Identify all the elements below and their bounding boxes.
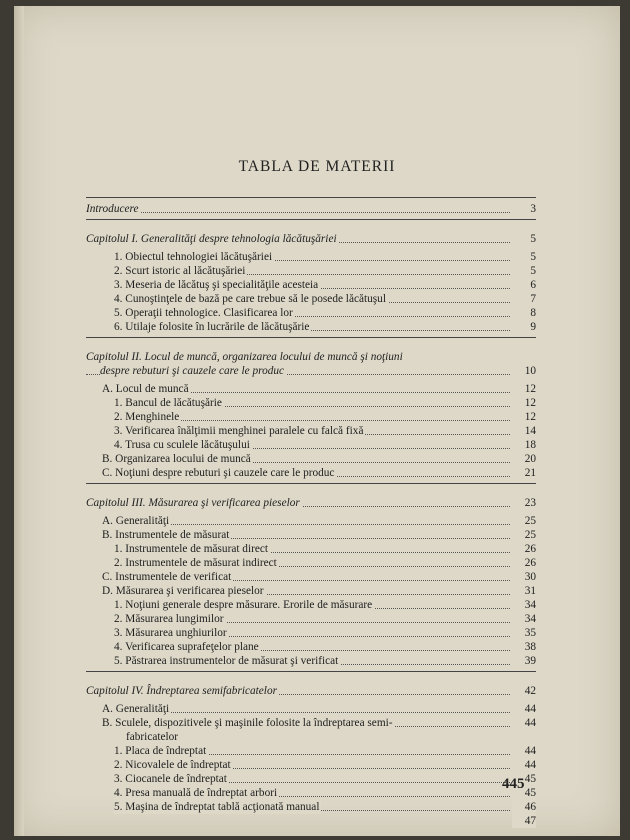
chapter-page: 5 <box>512 232 536 246</box>
toc-entry-label: A. Generalităţi <box>102 703 170 715</box>
toc-entry <box>86 556 536 570</box>
toc-entry-page: 12 <box>512 382 536 396</box>
toc-entry <box>86 702 536 716</box>
toc-entry-label: 1. Instrumentele de măsurat direct <box>114 543 269 555</box>
toc-entry <box>86 758 536 772</box>
toc-entry-page: 14 <box>512 424 536 438</box>
chapter-page: 42 <box>512 684 536 698</box>
toc-entry <box>86 772 536 786</box>
toc-entry <box>86 264 536 278</box>
toc-entry-page: 45 <box>512 772 536 786</box>
toc-entry-label: fabricatelor <box>126 731 179 743</box>
toc-entry-label: 2. Instrumentele de măsurat indirect <box>114 557 277 569</box>
toc-entry <box>86 716 536 730</box>
toc-entry-page: 44 <box>512 744 536 758</box>
toc-entry <box>86 814 536 828</box>
toc-entry-label: 3. Ciocanele de îndreptat <box>114 773 227 785</box>
toc-entry-label: 2. Nicovalele de îndreptat <box>114 759 231 771</box>
toc-entry-label: 4. Verificarea suprafeţelor plane <box>114 641 259 653</box>
toc-entry-page: 31 <box>512 584 536 598</box>
chapter-heading-text: despre rebuturi şi cauzele care le produc <box>100 365 285 377</box>
toc-entry <box>86 452 536 466</box>
toc-entry-label: C. Noţiuni despre rebuturi şi cauzele care le produc <box>102 467 335 479</box>
divider <box>86 671 536 672</box>
toc-entry-page: 12 <box>512 410 536 424</box>
chapter-page: 10 <box>512 364 536 378</box>
toc-entry-label: 2. Menghinele <box>114 411 180 423</box>
toc-entry-page: 44 <box>512 716 536 730</box>
toc-entry-label: 1. Noţiuni generale despre măsurare. Erorile de măsurare <box>114 599 373 611</box>
toc-entry-label: 4. Cunoştinţele de bază pe care trebue să le posede lăcătuşul <box>114 293 386 305</box>
toc-entry-page: 6 <box>512 278 536 292</box>
toc-entry-label: 3. Meseria de lăcătuş şi specialităţile acesteia <box>114 279 319 291</box>
toc-entry <box>86 514 536 528</box>
toc-entry-label: 3. Verificarea înălţimii menghinei paralele cu falcă fixă <box>114 425 364 437</box>
toc-entry <box>86 306 536 320</box>
toc-entry-label: D. Măsurarea şi verificarea pieselor <box>102 585 264 597</box>
toc-entry <box>86 292 536 306</box>
toc-entry-label: 6. Utilaje folosite în lucrările de lăcătuşărie <box>114 321 310 333</box>
toc-entry-page: 18 <box>512 438 536 452</box>
toc-intro-label: Introducere <box>86 203 139 215</box>
toc-entry <box>86 278 536 292</box>
toc-entry <box>86 730 536 744</box>
toc-entry-page: 34 <box>512 612 536 626</box>
toc-entry-page: 39 <box>512 654 536 668</box>
toc-entry-page: 46 <box>512 800 536 814</box>
toc-entry <box>86 654 536 668</box>
toc-entry-page: 21 <box>512 466 536 480</box>
toc-entry <box>86 528 536 542</box>
toc-entry <box>86 320 536 334</box>
toc-entry-page: 9 <box>512 320 536 334</box>
spacer <box>86 488 536 496</box>
chapter-heading <box>86 364 536 378</box>
toc-entry <box>86 424 536 438</box>
page-number: 445 <box>502 776 525 792</box>
toc-entry <box>86 786 536 800</box>
toc-entry <box>86 800 536 814</box>
toc-entry-page: 47 <box>512 814 536 828</box>
toc-entry-label: 1. Placa de îndreptat <box>114 745 207 757</box>
chapter-heading-text: Capitolul IV. Îndreptarea semifabricatelor <box>86 685 277 697</box>
toc-entry <box>86 382 536 396</box>
toc-entry <box>86 744 536 758</box>
toc-entry <box>86 466 536 480</box>
toc-entry-label: 1. Bancul de lăcătuşărie <box>114 397 222 409</box>
page-spine-shadow <box>14 6 24 836</box>
toc-entry-label: 2. Scurt istoric al lăcătuşăriei <box>114 265 246 277</box>
chapter-heading <box>86 350 536 364</box>
toc-entry-page: 25 <box>512 528 536 542</box>
page-title: TABLA DE MATERII <box>238 158 396 175</box>
divider <box>86 483 536 484</box>
toc-entry <box>86 410 536 424</box>
toc-entry <box>86 598 536 612</box>
toc-entry-page: 25 <box>512 514 536 528</box>
toc-entry-page: 35 <box>512 626 536 640</box>
divider <box>86 337 536 338</box>
toc-entry-label: 5. Operaţii tehnologice. Clasificarea lor <box>114 307 293 319</box>
toc-entry-label: 5. Păstrarea instrumentelor de măsurat şi verificat <box>114 655 339 667</box>
toc-entry-page: 26 <box>512 556 536 570</box>
divider <box>86 219 536 220</box>
spacer <box>86 676 536 684</box>
toc-entry <box>86 396 536 410</box>
toc-entry-page: 38 <box>512 640 536 654</box>
chapter-heading-text: Capitolul I. Generalităţi despre tehnologia lăcătuşăriei <box>86 233 337 245</box>
toc-entry-label: 5. Maşina de îndreptat tablă acţionată manual <box>114 801 320 813</box>
spacer <box>86 224 536 232</box>
toc-entry-label: B. Sculele, dispozitivele şi maşinile folosite la îndreptarea semi- <box>102 717 393 729</box>
dot-leader <box>86 212 510 213</box>
toc-intro <box>86 202 536 216</box>
toc-entry-label: B. Organizarea locului de muncă <box>102 453 251 465</box>
toc-entry-label: A. Generalităţi <box>102 515 170 527</box>
toc-entry-page: 5 <box>512 250 536 264</box>
spacer <box>86 342 536 350</box>
toc-entry-page: 45 <box>512 786 536 800</box>
toc-entry <box>86 626 536 640</box>
toc-entry-label: 1. Obiectul tehnologiei lăcătuşăriei <box>114 251 273 263</box>
toc-entry-page: 44 <box>512 758 536 772</box>
toc-entry <box>86 542 536 556</box>
toc-entry-page: 30 <box>512 570 536 584</box>
toc-entry-label: B. Instrumentele de măsurat <box>102 529 230 541</box>
toc-entry-label: 4. Trusa cu sculele lăcătuşului <box>114 439 250 451</box>
toc-entry <box>86 612 536 626</box>
toc-entry-label: 3. Măsurarea unghiurilor <box>114 627 227 639</box>
chapter-heading-text: Capitolul II. Locul de muncă, organizarea locului de muncă şi noţiuni <box>86 351 403 363</box>
chapter-page: 23 <box>512 496 536 510</box>
toc-entry-page: 7 <box>512 292 536 306</box>
toc-entry-label: C. Instrumentele de verificat <box>102 571 232 583</box>
book-page <box>14 6 620 836</box>
chapter-heading <box>86 232 536 246</box>
toc-entry <box>86 570 536 584</box>
toc-entry <box>86 640 536 654</box>
chapter-heading <box>86 684 536 698</box>
toc-entry-label: 4. Presa manuală de îndreptat arbori <box>114 787 278 799</box>
toc-entry-page: 26 <box>512 542 536 556</box>
toc-entry-page: 20 <box>512 452 536 466</box>
chapter-heading-text: Capitolul III. Măsurarea şi verificarea pieselor <box>86 497 300 509</box>
toc-entry <box>86 584 536 598</box>
toc-entry-page: 12 <box>512 396 536 410</box>
toc-entry-page: 34 <box>512 598 536 612</box>
toc-entry-page: 8 <box>512 306 536 320</box>
toc-entry-label: A. Locul de muncă <box>102 383 189 395</box>
toc-entry <box>86 438 536 452</box>
toc-entry-page: 44 <box>512 702 536 716</box>
chapter-heading <box>86 496 536 510</box>
toc-entry-label: 2. Măsurarea lungimilor <box>114 613 224 625</box>
divider <box>86 197 536 198</box>
toc-entry <box>86 250 536 264</box>
toc-entry-page: 5 <box>512 264 536 278</box>
toc-intro-page: 3 <box>512 202 536 216</box>
table-of-contents <box>86 194 536 828</box>
